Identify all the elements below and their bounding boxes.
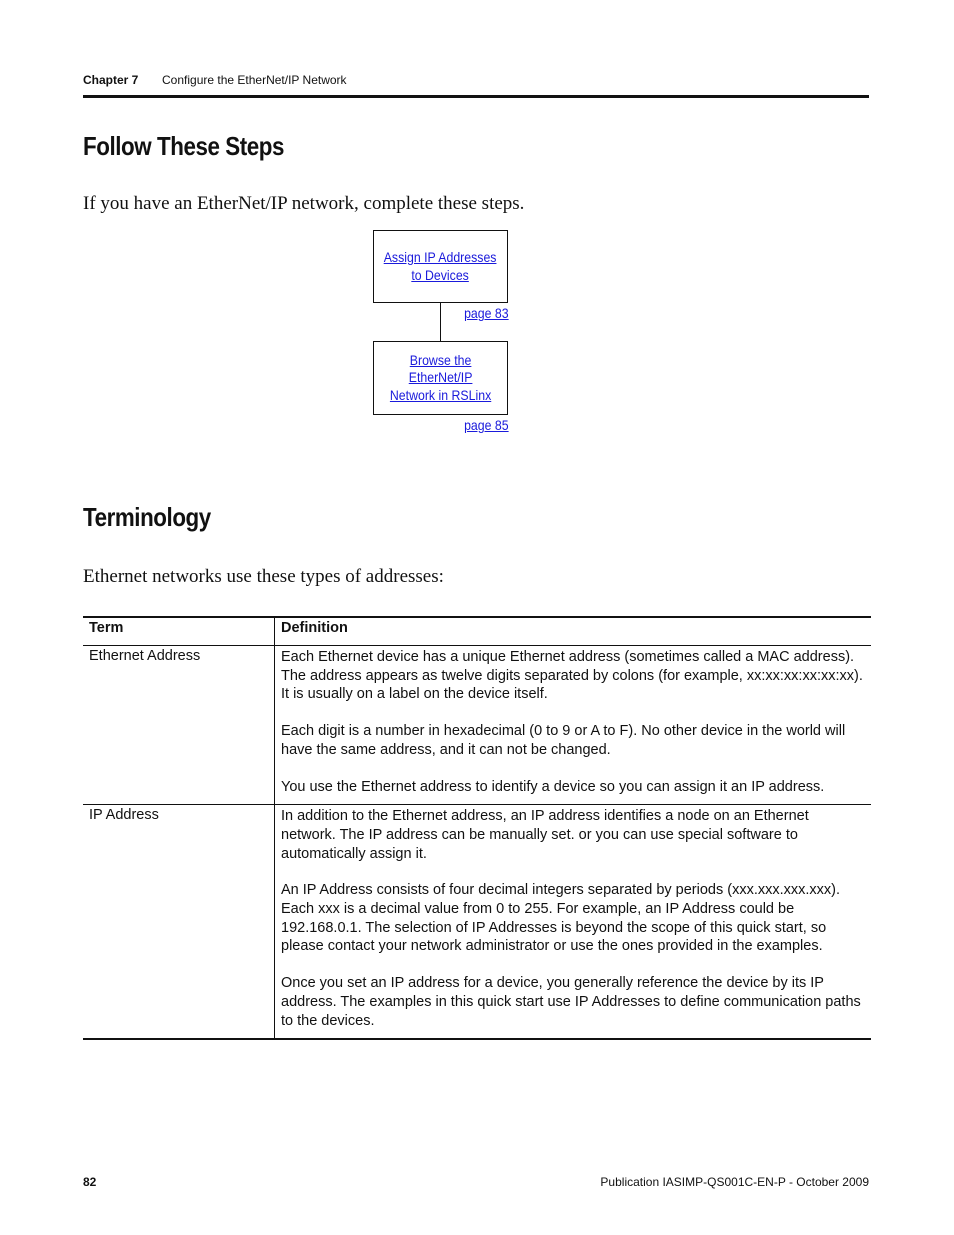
flow-step-1-line1[interactable]: Assign IP Addresses [384, 249, 497, 265]
definition-paragraph: You use the Ethernet address to identify a device so you can assign it an IP address. [281, 778, 825, 795]
term-cell: Ethernet Address [83, 646, 275, 805]
definition-paragraph: In addition to the Ethernet address, an IP address identifies a node on an Ethernet network. The IP address can be manually set. or you can use special software to automatically assign it. [281, 808, 809, 862]
section-heading-terminology: Terminology [83, 502, 211, 532]
flow-step-2-line3[interactable]: Network in RSLinx [389, 386, 492, 403]
definition-cell [275, 646, 872, 805]
definition-cell [275, 805, 872, 1040]
terminology-table [83, 616, 871, 1040]
flow-step-1-page-link[interactable]: page 83 [464, 305, 509, 321]
terminology-intro: Ethernet networks use these types of addresses: [83, 566, 444, 587]
column-header-definition: Definition [275, 617, 872, 646]
flow-step-2-line2[interactable]: EtherNet/IP [408, 369, 473, 386]
flow-step-1-line2[interactable]: to Devices [411, 266, 470, 283]
flow-step-2-line1[interactable]: Browse the [409, 351, 472, 368]
section-heading-steps: Follow These Steps [83, 131, 284, 161]
page-number: 82 [83, 1175, 97, 1189]
flow-step-link-1[interactable] [384, 249, 497, 284]
flow-step-box-1[interactable] [373, 230, 508, 303]
chapter-title: Configure the EtherNet/IP Network [162, 73, 347, 87]
publication-info: Publication IASIMP-QS001C-EN-P - October 2009 [600, 1175, 869, 1189]
table-row [83, 646, 871, 805]
table-row [83, 805, 871, 1040]
definition-paragraph: Each Ethernet device has a unique Ethernet address (sometimes called a MAC address). The address appears as twelve digits separated by colons (for example, xx:xx:xx:xx:xx:xx). It is usually on a label on the device itself. [281, 649, 863, 703]
flow-connector [440, 303, 441, 341]
flow-step-box-2[interactable] [373, 341, 508, 415]
column-header-term: Term [83, 617, 275, 646]
flow-step-link-2[interactable] [390, 352, 491, 405]
flow-step-2-page-link[interactable]: page 85 [464, 417, 509, 433]
table-header-row [83, 617, 871, 646]
definition-paragraph: Each digit is a number in hexadecimal (0 to 9 or A to F). No other device in the world will have the same address, and it can not be changed. [281, 723, 846, 758]
term-cell: IP Address [83, 805, 275, 1040]
header-rule [83, 95, 869, 98]
definition-paragraph: Once you set an IP address for a device, you generally reference the device by its IP address. The examples in this quick start use IP Addresses to define communication paths to the devices. [281, 975, 861, 1029]
chapter-label: Chapter 7 [83, 73, 139, 87]
definition-paragraph: An IP Address consists of four decimal integers separated by periods (xxx.xxx.xxx.xxx). Each xxx is a decimal value from 0 to 255. For example, an IP Address could be 192.168.0.1. The selection of IP Addresses is beyond the scope of this quick start, so please contact your network administrator or use the ones provided in the examples. [281, 882, 841, 955]
steps-intro: If you have an EtherNet/IP network, complete these steps. [83, 193, 525, 214]
